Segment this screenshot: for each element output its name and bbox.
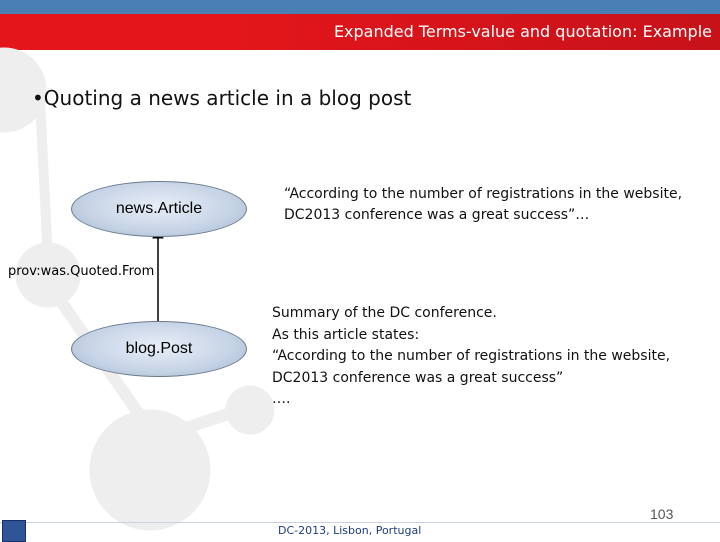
edge-label: prov:was.Quoted.From <box>8 264 155 279</box>
slide-title: Expanded Terms-value and quotation: Example <box>333 22 712 41</box>
post-line: DC2013 conference was a great success” <box>272 369 564 386</box>
post-line: As this article states: <box>272 326 420 343</box>
page-number: 103 <box>650 506 674 522</box>
blog-post-node <box>71 321 247 377</box>
node-label: news.Article <box>115 200 203 217</box>
node-label: blog.Post <box>125 340 193 357</box>
quote-line: DC2013 conference was a great success”… <box>284 207 590 223</box>
post-line: …. <box>272 391 291 407</box>
article-quote <box>284 184 682 226</box>
blog-post-text <box>272 303 670 411</box>
quoted-from-arrow <box>153 228 163 321</box>
bullet-point: •Quoting a news article in a blog post <box>32 86 412 110</box>
footer-divider <box>0 522 720 523</box>
footer-text: DC-2013, Lisbon, Portugal <box>278 524 422 537</box>
post-line: “According to the number of registrations in the website, <box>272 348 671 364</box>
institution-logo-icon <box>2 520 26 542</box>
post-line: Summary of the DC conference. <box>272 305 497 321</box>
news-article-node <box>71 181 247 237</box>
quote-line: “According to the number of registrations in the website, <box>284 186 683 202</box>
